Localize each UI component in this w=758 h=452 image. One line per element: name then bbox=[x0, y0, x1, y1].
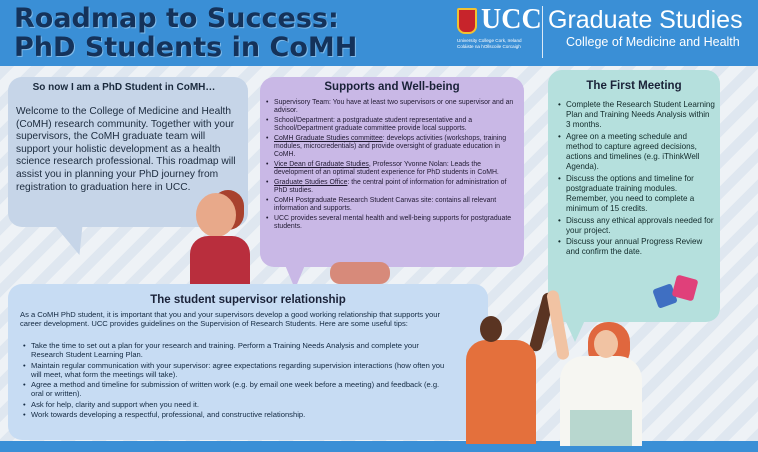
header-divider bbox=[542, 6, 543, 58]
supports-item: • Graduate Studies Office: the central point of information for administration of PhD studies. bbox=[274, 179, 518, 196]
meeting-bubble-tail bbox=[565, 320, 585, 342]
ucc-crest-icon bbox=[457, 8, 477, 34]
footer-band bbox=[0, 441, 758, 452]
supports-title: Supports and Well-being bbox=[324, 81, 460, 93]
graduate-studies-office-link[interactable]: Graduate Studies Office bbox=[274, 178, 348, 186]
ucc-wordmark: UCC bbox=[481, 4, 542, 35]
relationship-title: The student supervisor relationship bbox=[150, 294, 346, 306]
supports-item: • CoMH Postgraduate Research Student Canvas site: contains all relevant information and supports. bbox=[274, 197, 518, 214]
thinking-woman-illustration bbox=[190, 236, 250, 284]
meeting-item: • Complete the Research Student Learning Plan and Training Needs Analysis within 3 months. bbox=[566, 100, 716, 130]
relationship-tip: • Agree a method and timeline for submission of written work (e.g. by email one week before a meeting) and feedback (e.g. oral or written). bbox=[31, 380, 451, 399]
relationship-tip: • Maintain regular communication with your supervisor: agree expectations regarding supervision interactions (how often you will meet, what form the meetings will take). bbox=[31, 361, 451, 380]
supports-item: • UCC provides several mental health and well-being supports for postgraduate students. bbox=[274, 215, 518, 232]
college-subtitle: College of Medicine and Health bbox=[566, 35, 740, 49]
supports-item: • CoMH Graduate Studies committee: develops activities (workshops, training modules, microcredentials) and provide oversight of graduate education in CoMH. bbox=[274, 135, 518, 160]
page-title-line-2: PhD Students in CoMH bbox=[14, 32, 358, 63]
header-banner bbox=[0, 0, 758, 66]
meeting-item: • Discuss the options and timeline for postgraduate training modules. Remember, you need to complete a minimum of 15 credits. bbox=[566, 174, 716, 214]
meeting-item: • Agree on a meeting schedule and method to capture agreed decisions, actions and timelines (e.g. iThinkWell Agenda). bbox=[566, 132, 716, 172]
ucc-logo[interactable] bbox=[457, 4, 542, 49]
graduate-studies-committee-link[interactable]: CoMH Graduate Studies committee bbox=[274, 134, 383, 142]
welcome-title: So now I am a PhD Student in CoMH… bbox=[32, 82, 216, 93]
page-title-line-1: Roadmap to Success: bbox=[14, 3, 339, 34]
meeting-item: • Discuss any ethical approvals needed for your project. bbox=[566, 216, 716, 236]
vice-dean-link[interactable]: Vice Dean of Graduate Studies bbox=[274, 160, 369, 168]
supports-item: • Vice Dean of Graduate Studies, Professor Yvonne Nolan: Leads the development of an optimal student experience for PhD students in CoMH. bbox=[274, 161, 518, 178]
supports-item: • School/Department: a postgraduate student representative and a School/Department graduate committee provide local supports. bbox=[274, 117, 518, 134]
supports-item: • Supervisory Team: You have at least two supervisors or one supervisor and an advisor. bbox=[274, 99, 518, 116]
supports-list bbox=[274, 99, 518, 233]
relationship-tips-list bbox=[31, 341, 451, 420]
meeting-title: The First Meeting bbox=[586, 80, 682, 92]
ucc-logo-caption-en: University College Cork, Ireland bbox=[457, 38, 522, 43]
welcome-text: Welcome to the College of Medicine and Health (CoMH) research community. Together with your supervisors, the CoMH graduate team will support your holistic development as a health science research professional. This roadmap will assist you in planning your PhD journey from registration to graduation here in UCC. bbox=[16, 106, 236, 193]
meeting-list bbox=[566, 100, 716, 259]
ucc-logo-caption-ga: Coláiste na hOllscoile Corcaigh bbox=[457, 44, 521, 49]
woman-skirt-illustration bbox=[570, 410, 632, 446]
relationship-tip: • Ask for help, clarity and support when you need it. bbox=[31, 400, 451, 409]
relationship-tip: • Take the time to set out a plan for your research and training. Perform a Training Needs Analysis and complete your Research Student Learning Plan. bbox=[31, 341, 451, 360]
man-illustration bbox=[466, 340, 536, 444]
relationship-intro: As a CoMH PhD student, it is important that you and your supervisors develop a good working relationship that supports your career development. UCC provides guidelines on the Supervision of Research Students. Here are some useful tips: bbox=[20, 310, 440, 329]
students-group-illustration bbox=[330, 262, 390, 284]
relationship-tip: • Work towards developing a respectful, professional, and constructive relationship. bbox=[31, 410, 451, 419]
woman-head-illustration bbox=[594, 330, 618, 358]
page-title bbox=[14, 4, 444, 62]
graduate-studies-title: Graduate Studies bbox=[548, 6, 743, 34]
meeting-item: • Discuss your annual Progress Review and confirm the date. bbox=[566, 237, 716, 257]
thinking-woman-head-illustration bbox=[196, 193, 236, 237]
man-head-illustration bbox=[480, 316, 502, 342]
